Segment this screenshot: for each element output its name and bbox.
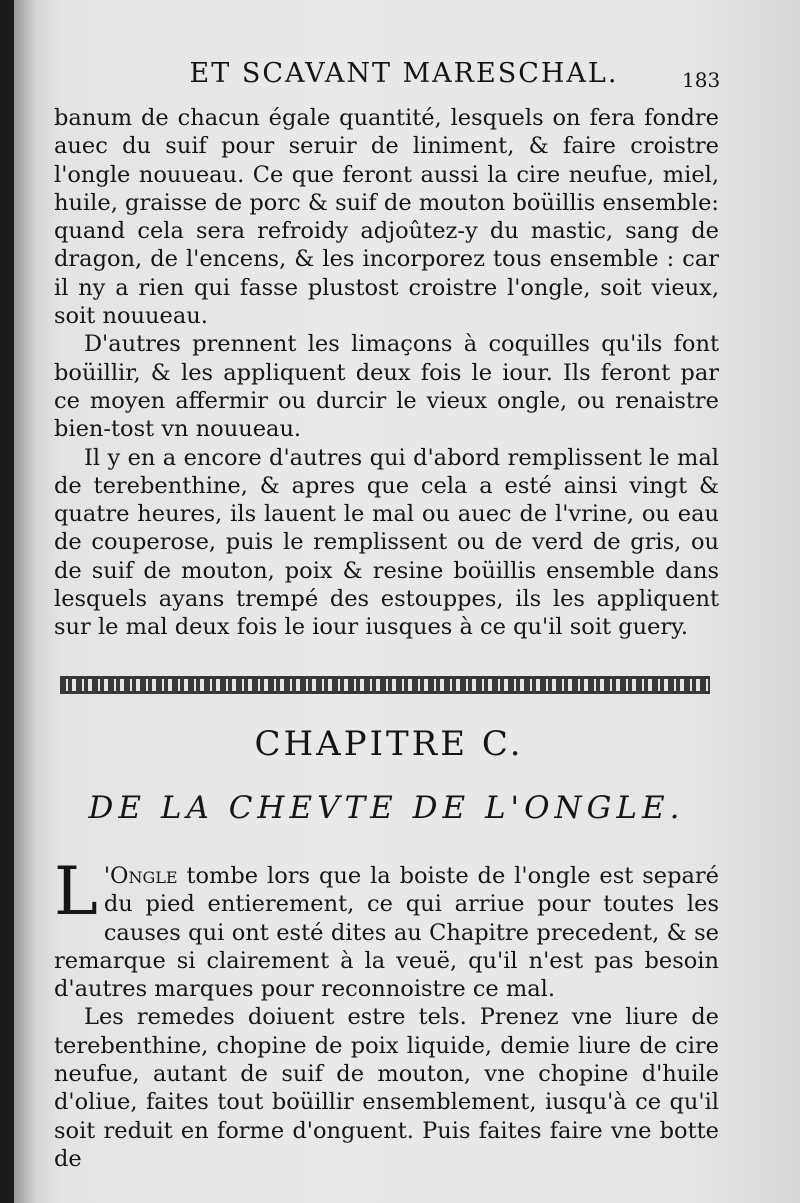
book-page: [14, 0, 800, 1203]
ornamental-divider: [60, 676, 710, 694]
chapter-title: DE LA CHEVTE DE L'ONGLE.: [88, 790, 685, 826]
paragraph-3: Il y en a encore d'autres qui d'abord remplissent le mal de terebenthine, & apres que cela a esté ainsi vingt & quatre heures, ils lauent le mal ou auec de l'vrine, ou eau de couperose, puis le remplissent ou de verd de gris, ou de suif de mouton, poix & resine boüillis ensemble dans lesquels ayans trempé des estouppes, ils les appliquent sur le mal deux fois le iour iusques à ce qu'il soit guery.: [54, 444, 719, 641]
running-head: ET SCAVANT MARESCHAL.: [189, 58, 619, 89]
paragraph-5: Les remedes doiuent estre tels. Prenez vne liure de terebenthine, chopine de poix liquide, demie liure de cire neufue, autant de suif de mouton, vne chopine d'huile d'oliue, faites tout boüillir ensemblement, iusqu'à ce qu'il soit reduit en forme d'onguent. Puis faites faire vne botte de: [54, 1004, 719, 1172]
drop-cap: L: [54, 853, 98, 930]
text-block-top: [54, 104, 719, 642]
page-number: 183: [682, 68, 721, 92]
paragraph-4: [54, 853, 719, 1003]
page-gutter-shadow: [14, 0, 36, 1203]
lead-word: 'Ongle: [103, 863, 178, 889]
chapter-heading: CHAPITRE C.: [254, 724, 524, 764]
paragraph-1: banum de chacun égale quantité, lesquels on fera fondre auec du suif pour seruir de liniment, & faire croistre l'ongle nouueau. Ce que feront aussi la cire neufue, miel, huile, graisse de porc & suif de mouton boüillis ensemble: quand cela sera refroidy adjoûtez-y du mastic, sang de dragon, de l'encens, & les incorporez tous ensemble : car il ny a rien qui fasse plustost croistre l'ongle, soit vieux, soit nouueau.: [54, 105, 719, 330]
text-block-bottom: [54, 853, 719, 1173]
paragraph-2: D'autres prennent les limaçons à coquilles qu'ils font boüillir, & les appliquent deux fois le iour. Ils feront par ce moyen affermir ou durcir le vieux ongle, ou renaistre bien-tost vn nouueau.: [54, 331, 719, 443]
paragraph-4-text: tombe lors que la boiste de l'ongle est separé du pied entierement, ce qui arriue pour toutes les causes qui ont esté dites au Chapitre precedent, & se remarque si clairement à la veuë, qu'il n'est pas besoin d'autres marques pour reconnoistre ce mal.: [54, 863, 719, 1003]
